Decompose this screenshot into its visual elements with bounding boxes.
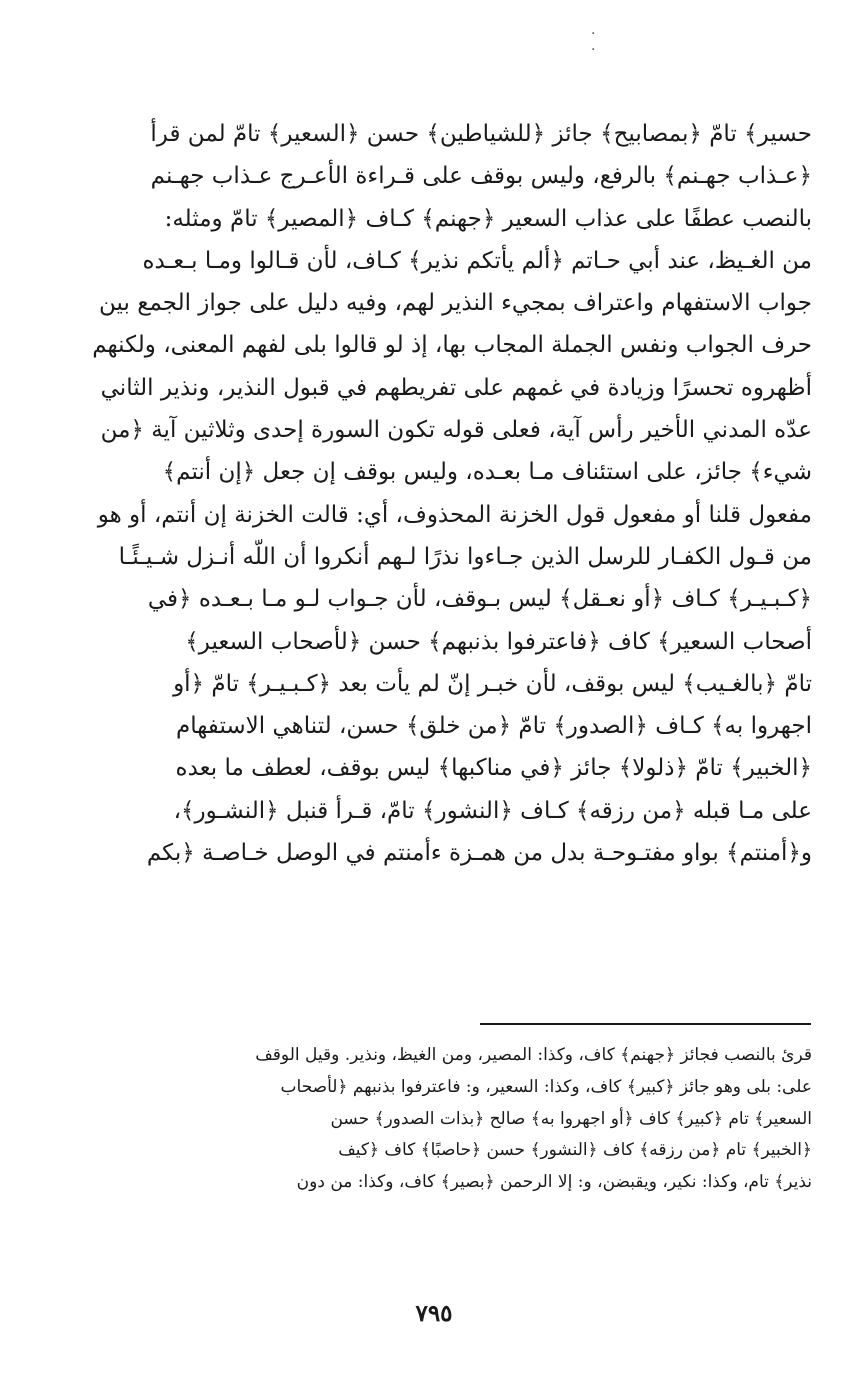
text-line: تامّ ﴿بالغـيب﴾ ليس بوقف، لأن خبـر إنّ لم يأت بعد ﴿كـبـيـر﴾ تامّ ﴿أو: [173, 670, 812, 697]
text-line: اجهروا به﴾ كـاف ﴿الصدور﴾ تامّ ﴿من خلق﴾ حسن، لتناهي الاستفهام: [175, 713, 812, 740]
text-line: مفعول قلنا أو مفعول قول الخزنة المحذوف، أي: قالت الخزنة إن أنتم، أو هو: [97, 501, 812, 528]
footnotes: [60, 1040, 812, 1199]
footnote-line: السعير﴾ تام ﴿كبير﴾ كاف ﴿أو اجهروا به﴾ صالح ﴿بذات الصدور﴾ حسن: [330, 1108, 812, 1129]
text-line: ﴿الخبير﴾ تامّ ﴿ذلولا﴾ جائز ﴿في مناكبها﴾ ليس بوقف، لعطف ما بعده: [175, 755, 812, 782]
text-line: و﴿أمنتم﴾ بواو مفتـوحـة بدل من همـزة ءأمنتم في الوصل خـاصـة ﴿بكم: [146, 840, 812, 867]
text-line: عدّه المدني الأخير رأس آية، فعلى قوله تكون السورة إحدى وثلاثين آية ﴿من: [100, 417, 812, 444]
text-line: ﴿عـذاب جهـنم﴾ بالرفع، وليس بوقف على قـراءة الأعـرج عـذاب جهـنم: [150, 163, 812, 190]
text-line: بالنصب عطفًا على عذاب السعير ﴿جهنم﴾ كـاف ﴿المصير﴾ تامّ ومثله:: [164, 205, 812, 232]
text-line: أصحاب السعير﴾ كاف ﴿فاعترفوا بذنبهم﴾ حسن ﴿لأصحاب السعير﴾: [185, 628, 812, 655]
main-text-body: [60, 113, 812, 874]
page-number: ٧٩٥: [415, 1300, 453, 1327]
text-line: من قـول الكفـار للرسل الذين جـاءوا نذرًا لـهم أنكروا أن اللّه أنـزل شـيـئًـا: [118, 543, 812, 570]
text-line: شيء﴾ جائز، على استئناف مـا بعـده، وليس بوقف إن جعل ﴿إن أنتم﴾: [162, 459, 812, 486]
text-line: حرف الجواب ونفس الجملة المجاب بها، إذ لو قالوا بلى لفهم المعنى، ولكنهم: [92, 332, 812, 359]
text-line: من الغـيظ، عند أبي حـاتم ﴿ألم يأتكم نذير﴾ كـاف، لأن قـالوا ومـا بـعـده: [142, 247, 812, 274]
text-line: جواب الاستفهام واعتراف بمجيء النذير لهم، وفيه دليل على جواز الجمع بين: [99, 290, 812, 317]
footnote-line: قرئ بالنصب فجائز ﴿جهنم﴾ كاف، وكذا: المصير، ومن الغيظ، ونذير. وقيل الوقف: [255, 1045, 812, 1065]
text-line: حسير﴾ تامّ ﴿بمصابيح﴾ جائز ﴿للشياطين﴾ حسن ﴿السعير﴾ تامّ لمن قرأ: [150, 121, 812, 147]
text-line: على مـا قبله ﴿من رزقه﴾ كـاف ﴿النشور﴾ تامّ، قـرأ قنبل ﴿النشـور﴾،: [173, 797, 812, 824]
footnote-line: ﴿الخبير﴾ تام ﴿من رزقه﴾ كاف ﴿النشور﴾ حسن ﴿حاصبًا﴾ كاف ﴿كيف: [338, 1140, 812, 1161]
footnote-separator: [480, 1023, 811, 1025]
footnote-line: نذير﴾ تام، وكذا: نكير، ويقبضن، و: إلا الرحمن ﴿بصير﴾ كاف، وكذا: من دون: [296, 1172, 812, 1193]
text-line: ﴿كـبـيـر﴾ كـاف ﴿أو نعـقل﴾ ليس بـوقف، لأن جـواب لـو مـا بـعـده ﴿في: [147, 586, 812, 613]
text-line: أظهروه تحسرًا وزيادة في غمهم على تفريطهم في قبول النذير، ونذير الثاني: [100, 374, 812, 401]
corner-mark: · ·: [591, 26, 602, 58]
footnote-line: على: بلى وهو جائز ﴿كبير﴾ كاف، وكذا: السعير، و: فاعترفوا بذنبهم ﴿لأصحاب: [280, 1076, 812, 1097]
